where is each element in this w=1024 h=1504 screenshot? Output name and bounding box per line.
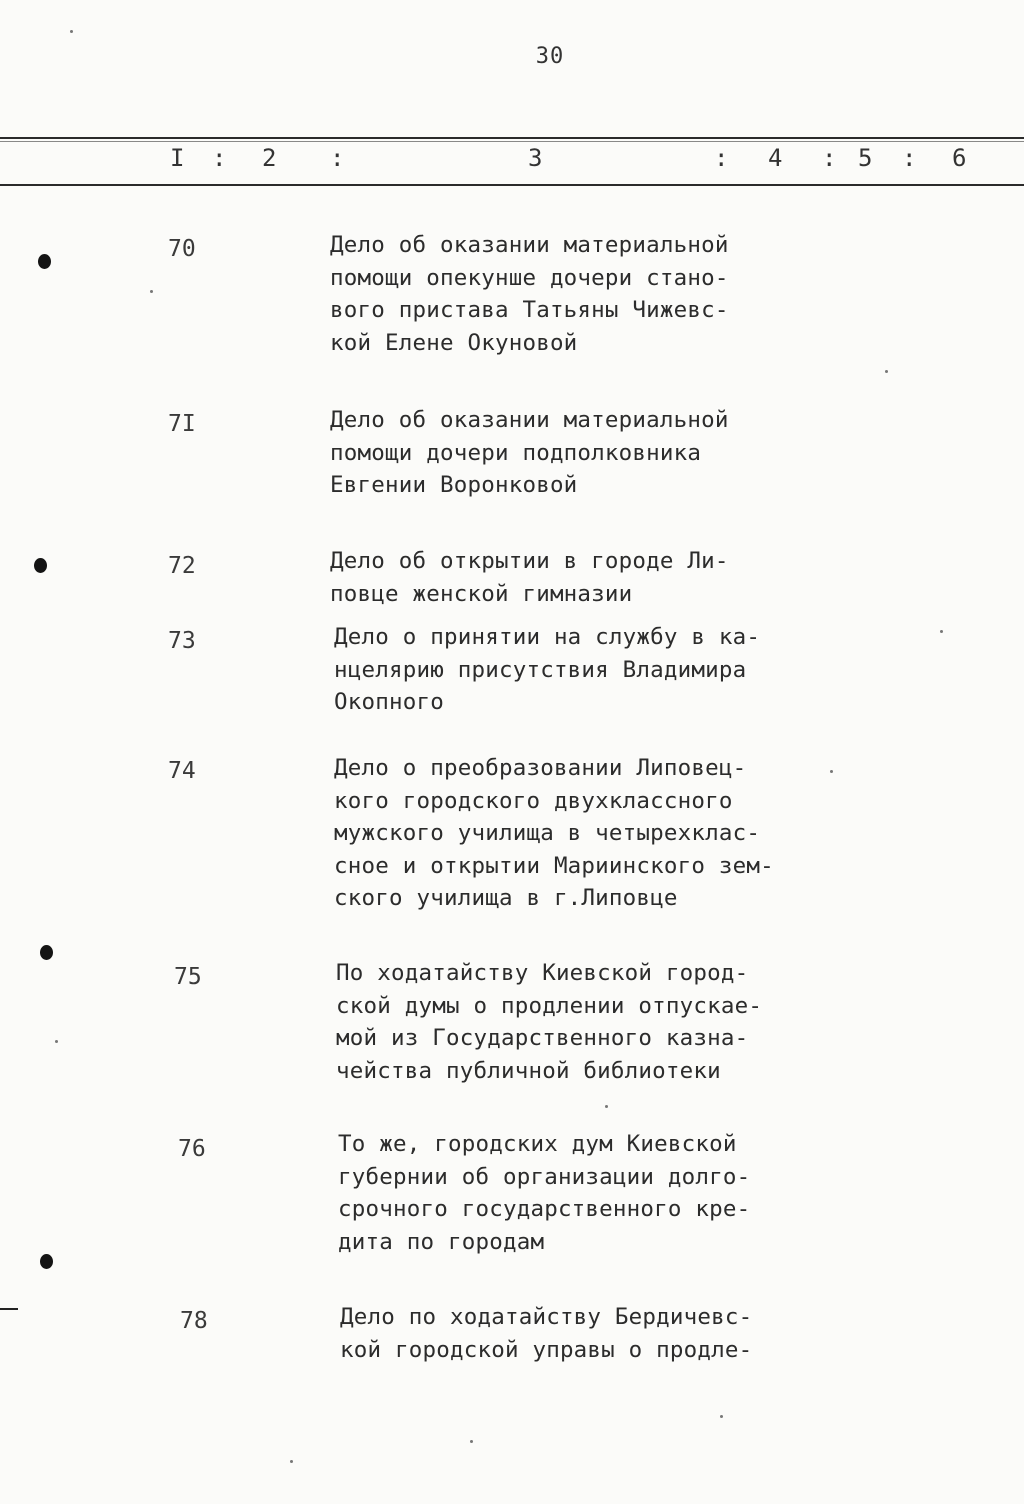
entry-number: 74	[168, 758, 196, 784]
column-header-2: 2	[262, 144, 277, 172]
punch-hole-mark	[34, 558, 47, 573]
header-rule-top-secondary	[0, 141, 1024, 142]
entry-number: 75	[174, 964, 202, 990]
entry-number: 78	[180, 1308, 208, 1334]
column-header-3: 3	[528, 144, 543, 172]
header-rule-top	[0, 137, 1024, 139]
punch-hole-mark	[38, 254, 51, 269]
scan-speck	[720, 1415, 723, 1418]
entry-text: То же, городских дум Киевской губернии об организации долго- срочного государственного кре- дита по городам	[338, 1131, 751, 1255]
scan-speck	[605, 1105, 608, 1108]
column-header-6: 6	[952, 144, 967, 172]
page-number: 30	[535, 44, 565, 69]
entry-text: Дело об оказании материальной помощи дочери подполковника Евгении Воронковой	[330, 407, 729, 498]
margin-mark	[0, 1308, 18, 1310]
entry-text: Дело о принятии на службу в ка- нцелярию присутствия Владимира Окопного	[334, 624, 761, 715]
scan-speck	[470, 1440, 473, 1443]
column-separator: :	[714, 144, 729, 172]
entry-number: 70	[168, 236, 196, 262]
column-header-1: I	[170, 144, 185, 172]
scan-speck	[830, 770, 833, 773]
scan-speck	[290, 1460, 293, 1463]
entry-number: 76	[178, 1136, 206, 1162]
column-separator: :	[822, 144, 837, 172]
punch-hole-mark	[40, 1254, 53, 1269]
column-header-5: 5	[858, 144, 873, 172]
entry-number: 73	[168, 628, 196, 654]
scan-speck	[70, 30, 73, 33]
column-separator: :	[212, 144, 227, 172]
scan-speck	[885, 370, 888, 373]
entry-text: Дело об открытии в городе Ли- повце женской гимназии	[330, 548, 729, 607]
scan-speck	[940, 630, 943, 633]
column-separator: :	[330, 144, 345, 172]
scan-speck	[150, 290, 153, 293]
entry-text: Дело по ходатайству Бердичевс- кой городской управы о продле-	[340, 1304, 753, 1363]
punch-hole-mark	[40, 945, 53, 960]
entry-text: Дело об оказании материальной помощи опекунше дочери стано- вого пристава Татьяны Чижевс- кой Елене Окуновой	[330, 232, 729, 356]
entry-number: 7I	[168, 411, 196, 437]
entry-text: По ходатайству Киевской город- ской думы о продлении отпускае- мой из Государственного казна- чейства публичной библиотеки	[336, 960, 763, 1084]
column-header-4: 4	[768, 144, 783, 172]
entry-text: Дело о преобразовании Липовец- кого городского двухклассного мужского училища в четырехклас- сное и открытии Мариинского зем- ского училища в г.Липовце	[334, 755, 774, 911]
scan-speck	[55, 1040, 58, 1043]
column-separator: :	[902, 144, 917, 172]
header-rule-bottom	[0, 184, 1024, 186]
entry-number: 72	[168, 553, 196, 579]
